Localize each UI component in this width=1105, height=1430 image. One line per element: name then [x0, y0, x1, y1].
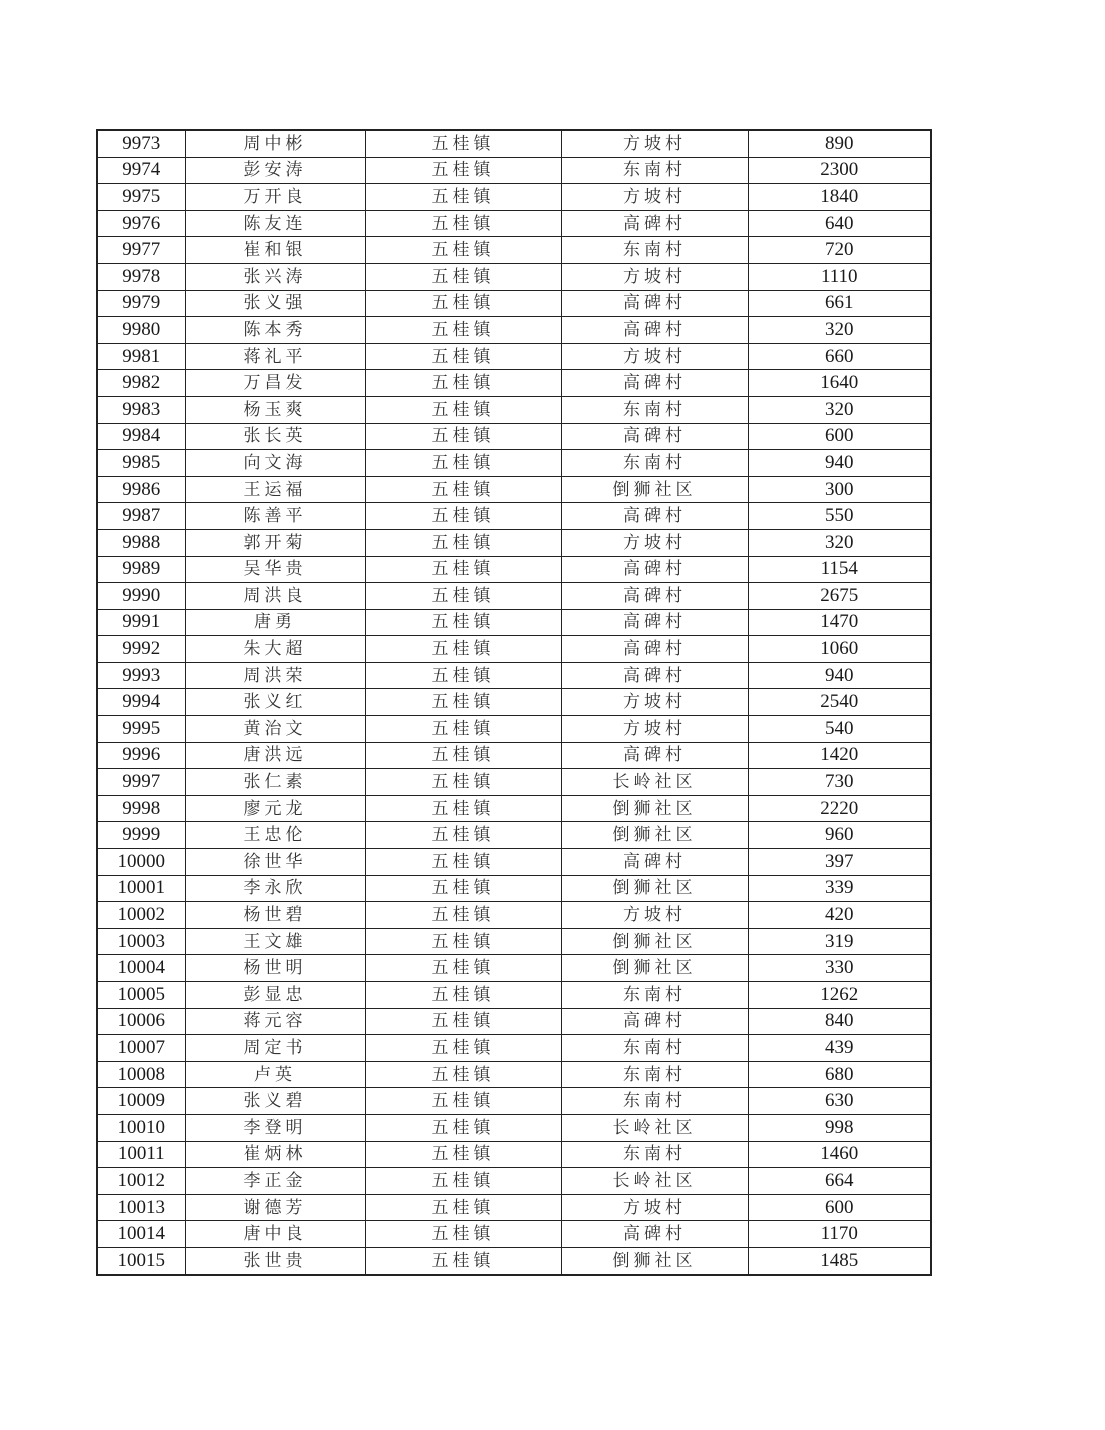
- cell-name: 吴华贵: [185, 556, 365, 583]
- cell-name: 彭显忠: [185, 982, 365, 1009]
- table-row: [97, 982, 931, 1009]
- cell-village: 高碑村: [561, 662, 748, 689]
- cell-name: 张仁素: [185, 769, 365, 796]
- cell-name: 唐洪远: [185, 742, 365, 769]
- cell-village: 高碑村: [561, 210, 748, 237]
- cell-amount: 319: [748, 928, 931, 955]
- table-row: [97, 476, 931, 503]
- cell-name: 张世贵: [185, 1247, 365, 1274]
- table-row: [97, 423, 931, 450]
- cell-id: 10000: [97, 849, 185, 876]
- cell-amount: 397: [748, 849, 931, 876]
- cell-amount: 1420: [748, 742, 931, 769]
- cell-amount: 890: [748, 130, 931, 157]
- cell-village: 东南村: [561, 450, 748, 477]
- cell-town: 五桂镇: [365, 423, 561, 450]
- cell-id: 9996: [97, 742, 185, 769]
- cell-id: 9991: [97, 609, 185, 636]
- cell-village: 高碑村: [561, 503, 748, 530]
- cell-village: 东南村: [561, 1088, 748, 1115]
- cell-amount: 660: [748, 343, 931, 370]
- table-row: [97, 795, 931, 822]
- cell-name: 张长英: [185, 423, 365, 450]
- table-row: [97, 1247, 931, 1274]
- cell-name: 万昌发: [185, 370, 365, 397]
- table-row: [97, 317, 931, 344]
- cell-town: 五桂镇: [365, 529, 561, 556]
- cell-town: 五桂镇: [365, 982, 561, 1009]
- table-row: [97, 503, 931, 530]
- cell-id: 10009: [97, 1088, 185, 1115]
- cell-id: 9978: [97, 263, 185, 290]
- table-row: [97, 263, 931, 290]
- cell-town: 五桂镇: [365, 1221, 561, 1248]
- cell-id: 9974: [97, 157, 185, 184]
- cell-name: 郭开菊: [185, 529, 365, 556]
- cell-name: 徐世华: [185, 849, 365, 876]
- table-row: [97, 1194, 931, 1221]
- cell-amount: 1470: [748, 609, 931, 636]
- cell-town: 五桂镇: [365, 583, 561, 610]
- table-row: [97, 928, 931, 955]
- table-row: [97, 1114, 931, 1141]
- cell-name: 陈本秀: [185, 317, 365, 344]
- cell-village: 高碑村: [561, 556, 748, 583]
- cell-name: 张义红: [185, 689, 365, 716]
- cell-name: 彭安涛: [185, 157, 365, 184]
- cell-id: 9973: [97, 130, 185, 157]
- cell-id: 9998: [97, 795, 185, 822]
- cell-village: 方坡村: [561, 689, 748, 716]
- cell-name: 张义强: [185, 290, 365, 317]
- cell-town: 五桂镇: [365, 343, 561, 370]
- cell-amount: 630: [748, 1088, 931, 1115]
- cell-town: 五桂镇: [365, 1168, 561, 1195]
- cell-id: 9988: [97, 529, 185, 556]
- cell-village: 长岭社区: [561, 769, 748, 796]
- cell-village: 东南村: [561, 982, 748, 1009]
- cell-id: 10005: [97, 982, 185, 1009]
- cell-id: 9983: [97, 396, 185, 423]
- cell-name: 黄治文: [185, 716, 365, 743]
- table-row: [97, 769, 931, 796]
- cell-amount: 2540: [748, 689, 931, 716]
- cell-village: 方坡村: [561, 902, 748, 929]
- cell-amount: 550: [748, 503, 931, 530]
- table-row: [97, 556, 931, 583]
- cell-id: 9984: [97, 423, 185, 450]
- cell-amount: 1154: [748, 556, 931, 583]
- cell-town: 五桂镇: [365, 662, 561, 689]
- cell-town: 五桂镇: [365, 157, 561, 184]
- cell-name: 李正金: [185, 1168, 365, 1195]
- cell-amount: 840: [748, 1008, 931, 1035]
- cell-id: 9990: [97, 583, 185, 610]
- cell-village: 高碑村: [561, 317, 748, 344]
- cell-amount: 960: [748, 822, 931, 849]
- cell-amount: 339: [748, 875, 931, 902]
- cell-village: 高碑村: [561, 423, 748, 450]
- cell-id: 9985: [97, 450, 185, 477]
- cell-id: 9981: [97, 343, 185, 370]
- cell-village: 倒狮社区: [561, 875, 748, 902]
- cell-amount: 1460: [748, 1141, 931, 1168]
- cell-amount: 1170: [748, 1221, 931, 1248]
- cell-town: 五桂镇: [365, 263, 561, 290]
- table-row: [97, 450, 931, 477]
- cell-village: 方坡村: [561, 716, 748, 743]
- table-row: [97, 157, 931, 184]
- cell-amount: 320: [748, 529, 931, 556]
- cell-id: 9986: [97, 476, 185, 503]
- cell-town: 五桂镇: [365, 716, 561, 743]
- cell-id: 9994: [97, 689, 185, 716]
- cell-id: 9999: [97, 822, 185, 849]
- cell-village: 高碑村: [561, 583, 748, 610]
- roster-table: [96, 129, 932, 1276]
- cell-town: 五桂镇: [365, 237, 561, 264]
- cell-name: 唐勇: [185, 609, 365, 636]
- cell-id: 10015: [97, 1247, 185, 1274]
- table-row: [97, 955, 931, 982]
- cell-amount: 998: [748, 1114, 931, 1141]
- cell-name: 廖元龙: [185, 795, 365, 822]
- cell-town: 五桂镇: [365, 290, 561, 317]
- table-row: [97, 689, 931, 716]
- cell-name: 万开良: [185, 184, 365, 211]
- cell-id: 9997: [97, 769, 185, 796]
- cell-id: 10006: [97, 1008, 185, 1035]
- cell-name: 谢德芳: [185, 1194, 365, 1221]
- cell-village: 高碑村: [561, 742, 748, 769]
- cell-town: 五桂镇: [365, 1061, 561, 1088]
- cell-id: 10002: [97, 902, 185, 929]
- cell-name: 杨世碧: [185, 902, 365, 929]
- cell-amount: 1110: [748, 263, 931, 290]
- cell-name: 蒋礼平: [185, 343, 365, 370]
- cell-town: 五桂镇: [365, 184, 561, 211]
- cell-id: 9995: [97, 716, 185, 743]
- cell-village: 长岭社区: [561, 1114, 748, 1141]
- cell-id: 9989: [97, 556, 185, 583]
- cell-id: 10004: [97, 955, 185, 982]
- cell-village: 方坡村: [561, 529, 748, 556]
- cell-town: 五桂镇: [365, 317, 561, 344]
- cell-town: 五桂镇: [365, 396, 561, 423]
- cell-amount: 940: [748, 662, 931, 689]
- cell-amount: 1640: [748, 370, 931, 397]
- roster-table-body: [97, 130, 931, 1275]
- cell-village: 东南村: [561, 1141, 748, 1168]
- cell-village: 东南村: [561, 1061, 748, 1088]
- cell-village: 东南村: [561, 157, 748, 184]
- cell-village: 倒狮社区: [561, 476, 748, 503]
- table-row: [97, 849, 931, 876]
- cell-amount: 330: [748, 955, 931, 982]
- cell-id: 10013: [97, 1194, 185, 1221]
- cell-amount: 540: [748, 716, 931, 743]
- cell-id: 9987: [97, 503, 185, 530]
- cell-amount: 1485: [748, 1247, 931, 1274]
- table-row: [97, 662, 931, 689]
- cell-town: 五桂镇: [365, 476, 561, 503]
- table-row: [97, 716, 931, 743]
- cell-name: 周定书: [185, 1035, 365, 1062]
- table-row: [97, 184, 931, 211]
- cell-village: 东南村: [561, 396, 748, 423]
- cell-id: 10007: [97, 1035, 185, 1062]
- cell-id: 10008: [97, 1061, 185, 1088]
- table-row: [97, 822, 931, 849]
- cell-town: 五桂镇: [365, 1141, 561, 1168]
- cell-amount: 640: [748, 210, 931, 237]
- cell-village: 方坡村: [561, 130, 748, 157]
- cell-town: 五桂镇: [365, 822, 561, 849]
- cell-id: 10012: [97, 1168, 185, 1195]
- cell-name: 向文海: [185, 450, 365, 477]
- cell-town: 五桂镇: [365, 1114, 561, 1141]
- cell-amount: 1840: [748, 184, 931, 211]
- cell-village: 高碑村: [561, 849, 748, 876]
- cell-name: 陈善平: [185, 503, 365, 530]
- cell-id: 9976: [97, 210, 185, 237]
- cell-name: 李登明: [185, 1114, 365, 1141]
- cell-town: 五桂镇: [365, 370, 561, 397]
- cell-name: 蒋元容: [185, 1008, 365, 1035]
- table-row: [97, 1035, 931, 1062]
- cell-town: 五桂镇: [365, 210, 561, 237]
- table-row: [97, 609, 931, 636]
- cell-village: 高碑村: [561, 1221, 748, 1248]
- cell-village: 高碑村: [561, 290, 748, 317]
- cell-amount: 680: [748, 1061, 931, 1088]
- cell-town: 五桂镇: [365, 742, 561, 769]
- cell-village: 倒狮社区: [561, 928, 748, 955]
- cell-town: 五桂镇: [365, 928, 561, 955]
- cell-amount: 2220: [748, 795, 931, 822]
- cell-name: 唐中良: [185, 1221, 365, 1248]
- cell-village: 方坡村: [561, 263, 748, 290]
- cell-name: 张义碧: [185, 1088, 365, 1115]
- cell-village: 倒狮社区: [561, 822, 748, 849]
- cell-id: 9982: [97, 370, 185, 397]
- cell-name: 卢英: [185, 1061, 365, 1088]
- cell-village: 高碑村: [561, 636, 748, 663]
- cell-village: 高碑村: [561, 609, 748, 636]
- cell-amount: 1060: [748, 636, 931, 663]
- table-row: [97, 529, 931, 556]
- cell-village: 东南村: [561, 237, 748, 264]
- cell-id: 10003: [97, 928, 185, 955]
- cell-amount: 720: [748, 237, 931, 264]
- cell-amount: 300: [748, 476, 931, 503]
- cell-village: 高碑村: [561, 1008, 748, 1035]
- cell-town: 五桂镇: [365, 556, 561, 583]
- cell-name: 张兴涛: [185, 263, 365, 290]
- table-row: [97, 636, 931, 663]
- table-row: [97, 1168, 931, 1195]
- cell-amount: 2675: [748, 583, 931, 610]
- cell-village: 方坡村: [561, 1194, 748, 1221]
- cell-name: 李永欣: [185, 875, 365, 902]
- cell-village: 方坡村: [561, 343, 748, 370]
- cell-town: 五桂镇: [365, 769, 561, 796]
- cell-town: 五桂镇: [365, 503, 561, 530]
- cell-town: 五桂镇: [365, 955, 561, 982]
- cell-town: 五桂镇: [365, 902, 561, 929]
- cell-id: 9993: [97, 662, 185, 689]
- table-row: [97, 210, 931, 237]
- cell-id: 10010: [97, 1114, 185, 1141]
- cell-town: 五桂镇: [365, 450, 561, 477]
- cell-village: 倒狮社区: [561, 1247, 748, 1274]
- table-row: [97, 1141, 931, 1168]
- cell-id: 9980: [97, 317, 185, 344]
- cell-village: 倒狮社区: [561, 795, 748, 822]
- cell-amount: 320: [748, 317, 931, 344]
- cell-name: 周中彬: [185, 130, 365, 157]
- cell-village: 高碑村: [561, 370, 748, 397]
- cell-amount: 600: [748, 423, 931, 450]
- cell-town: 五桂镇: [365, 875, 561, 902]
- cell-town: 五桂镇: [365, 1008, 561, 1035]
- cell-name: 王运福: [185, 476, 365, 503]
- table-row: [97, 1221, 931, 1248]
- cell-name: 杨玉爽: [185, 396, 365, 423]
- cell-village: 长岭社区: [561, 1168, 748, 1195]
- cell-id: 10014: [97, 1221, 185, 1248]
- cell-town: 五桂镇: [365, 795, 561, 822]
- cell-amount: 661: [748, 290, 931, 317]
- cell-amount: 1262: [748, 982, 931, 1009]
- cell-name: 周洪良: [185, 583, 365, 610]
- table-row: [97, 1061, 931, 1088]
- table-row: [97, 130, 931, 157]
- cell-id: 9975: [97, 184, 185, 211]
- cell-town: 五桂镇: [365, 609, 561, 636]
- cell-amount: 420: [748, 902, 931, 929]
- cell-id: 9992: [97, 636, 185, 663]
- cell-town: 五桂镇: [365, 849, 561, 876]
- table-row: [97, 343, 931, 370]
- cell-town: 五桂镇: [365, 1035, 561, 1062]
- cell-id: 9977: [97, 237, 185, 264]
- cell-amount: 730: [748, 769, 931, 796]
- cell-amount: 320: [748, 396, 931, 423]
- table-row: [97, 742, 931, 769]
- cell-town: 五桂镇: [365, 1194, 561, 1221]
- table-row: [97, 290, 931, 317]
- cell-amount: 664: [748, 1168, 931, 1195]
- cell-town: 五桂镇: [365, 130, 561, 157]
- cell-town: 五桂镇: [365, 689, 561, 716]
- table-row: [97, 583, 931, 610]
- table-row: [97, 1088, 931, 1115]
- cell-village: 东南村: [561, 1035, 748, 1062]
- cell-name: 王忠伦: [185, 822, 365, 849]
- cell-amount: 940: [748, 450, 931, 477]
- cell-amount: 600: [748, 1194, 931, 1221]
- cell-id: 10001: [97, 875, 185, 902]
- cell-town: 五桂镇: [365, 1088, 561, 1115]
- cell-name: 杨世明: [185, 955, 365, 982]
- cell-town: 五桂镇: [365, 636, 561, 663]
- table-row: [97, 396, 931, 423]
- cell-amount: 2300: [748, 157, 931, 184]
- cell-id: 10011: [97, 1141, 185, 1168]
- cell-village: 倒狮社区: [561, 955, 748, 982]
- table-row: [97, 875, 931, 902]
- table-row: [97, 902, 931, 929]
- table-row: [97, 1008, 931, 1035]
- cell-id: 9979: [97, 290, 185, 317]
- cell-name: 崔和银: [185, 237, 365, 264]
- cell-name: 王文雄: [185, 928, 365, 955]
- cell-name: 崔炳林: [185, 1141, 365, 1168]
- table-row: [97, 370, 931, 397]
- cell-name: 周洪荣: [185, 662, 365, 689]
- cell-village: 方坡村: [561, 184, 748, 211]
- table-row: [97, 237, 931, 264]
- cell-name: 陈友连: [185, 210, 365, 237]
- cell-amount: 439: [748, 1035, 931, 1062]
- cell-town: 五桂镇: [365, 1247, 561, 1274]
- cell-name: 朱大超: [185, 636, 365, 663]
